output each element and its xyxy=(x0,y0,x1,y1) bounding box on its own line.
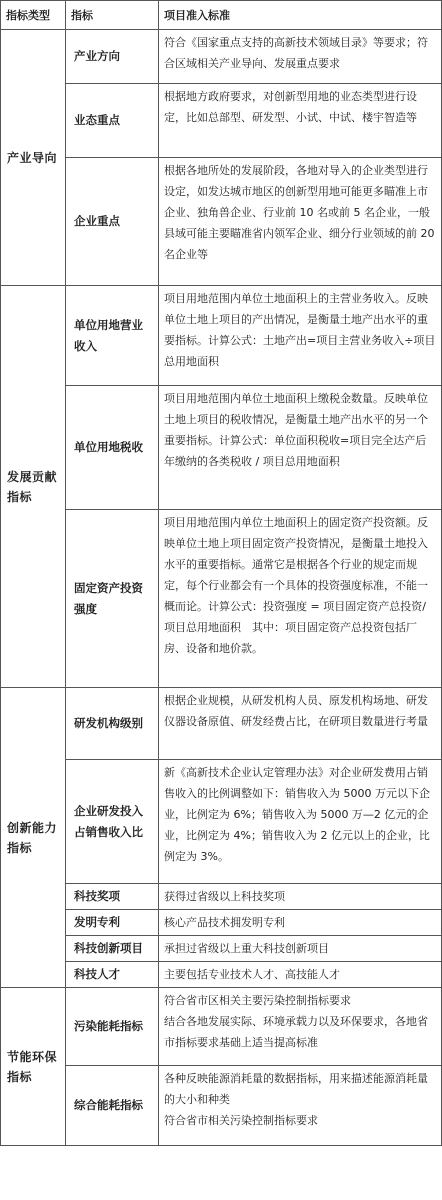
header-admission-standard: 项目准入标准 xyxy=(159,1,442,30)
table-row xyxy=(1,386,442,510)
standard-text: 承担过省级以上重大科技创新项目 xyxy=(164,942,329,955)
standard-cell xyxy=(159,760,442,884)
category-cell: 创新能力指标 xyxy=(1,688,66,988)
standard-text: 主要包括专业技术人才、高技能人才 xyxy=(164,968,340,981)
standard-cell xyxy=(159,30,442,84)
standard-cell xyxy=(159,1066,442,1146)
table-row xyxy=(1,988,442,1066)
table-row xyxy=(1,158,442,286)
standard-text: 新《高新技术企业认定管理办法》对企业研发费用占销售收入的比例调整如下：销售收入为 5000 万元以下企业，比例定为 6%；销售收入为 5000 万—2 亿元的企业，比例定为 4%；销售收入为 2 亿元以上的企业，比例定为 3%。 xyxy=(164,766,430,863)
standard-text: 根据企业规模，从研发机构人员、原发机构场地、研发仪器设备原值、研发经费占比，在研项目数量进行考量 xyxy=(164,694,428,728)
category-cell: 发展贡献指标 xyxy=(1,286,66,688)
header-indicator: 指标 xyxy=(66,1,159,30)
table-row xyxy=(1,936,442,962)
table-row xyxy=(1,510,442,688)
standard-cell xyxy=(159,386,442,510)
indicator-cell: 企业研发投入占销售收入比 xyxy=(66,760,159,884)
standard-cell xyxy=(159,884,442,910)
indicator-cell: 产业方向 xyxy=(66,30,159,84)
indicator-cell: 科技奖项 xyxy=(66,884,159,910)
indicator-cell: 研发机构级别 xyxy=(66,688,159,760)
table-row xyxy=(1,760,442,884)
category-cell: 产业导向 xyxy=(1,30,66,286)
standard-cell xyxy=(159,84,442,158)
table-row xyxy=(1,30,442,84)
table-row xyxy=(1,884,442,910)
indicator-cell: 固定资产投资强度 xyxy=(66,510,159,688)
standard-text: 各种反映能源消耗量的数据指标，用来描述能源消耗量的大小和种类 xyxy=(164,1072,428,1106)
indicator-cell: 科技创新项目 xyxy=(66,936,159,962)
standard-text: 获得过省级以上科技奖项 xyxy=(164,890,285,903)
standard-text: 项目用地范围内单位土地面积上的固定资产投资额。反映单位土地上项目固定资产投资情况，是衡量土地投入水平的重要指标。通常它是根据各个行业的规定而规定，每个行业都会有一个具体的投资强度标准，不能一概而论。计算公式：投资强度 = 项目固定资产总投资/项目总用地面积 其中：项目固定资产总投资包括厂房、设备和地价款。 xyxy=(164,516,428,655)
standard-text: 符合《国家重点支持的高新技术领域目录》等要求；符合区域相关产业导向、发展重点要求 xyxy=(164,36,428,70)
standard-text: 符合省市相关污染控制指标要求 xyxy=(164,1114,318,1127)
standard-cell xyxy=(159,688,442,760)
standard-text: 项目用地范围内单位土地面积上缴税金数量。反映单位土地上项目的税收情况，是衡量土地产出水平的另一个重要指标。计算公式：单位面积税收=项目完全达产后年缴纳的各类税收 / 项目总用地面积 xyxy=(164,392,428,468)
table-row xyxy=(1,84,442,158)
standard-cell xyxy=(159,286,442,386)
standard-text: 符合省市区相关主要污染控制指标要求 xyxy=(164,994,351,1007)
table-header-row xyxy=(1,1,442,30)
indicator-cell: 发明专利 xyxy=(66,910,159,936)
standard-text: 结合各地发展实际、环境承载力以及环保要求，各地省市指标要求基础上适当提高标准 xyxy=(164,1015,428,1049)
header-indicator-type: 指标类型 xyxy=(1,1,66,30)
indicator-cell: 企业重点 xyxy=(66,158,159,286)
standard-cell xyxy=(159,936,442,962)
indicator-cell: 综合能耗指标 xyxy=(66,1066,159,1146)
standard-text: 根据地方政府要求，对创新型用地的业态类型进行设定，比如总部型、研发型、小试、中试、楼宇智造等 xyxy=(164,90,417,124)
table-row xyxy=(1,688,442,760)
indicator-cell: 单位用地税收 xyxy=(66,386,159,510)
standard-cell xyxy=(159,962,442,988)
table-row xyxy=(1,286,442,386)
table-row xyxy=(1,910,442,936)
standard-cell xyxy=(159,988,442,1066)
standard-cell xyxy=(159,158,442,286)
indicator-cell: 单位用地营业收入 xyxy=(66,286,159,386)
table-row xyxy=(1,1066,442,1146)
indicator-cell: 科技人才 xyxy=(66,962,159,988)
category-cell: 节能环保指标 xyxy=(1,988,66,1146)
indicator-cell: 业态重点 xyxy=(66,84,159,158)
standard-cell xyxy=(159,910,442,936)
indicator-cell: 污染能耗指标 xyxy=(66,988,159,1066)
standard-cell xyxy=(159,510,442,688)
standard-text: 核心产品技术拥发明专利 xyxy=(164,916,285,929)
table-row xyxy=(1,962,442,988)
standard-text: 项目用地范围内单位土地面积上的主营业务收入。反映单位土地上项目的产出情况，是衡量土地产出水平的重要指标。计算公式：土地产出=项目主营业务收入÷项目总用地面积 xyxy=(164,292,436,368)
standard-text: 根据各地所处的发展阶段，各地对导入的企业类型进行设定，如发达城市地区的创新型用地可能更多瞄准上市企业、独角兽企业、行业前 10 名或前 5 名企业，一般县域可能主要瞄准省内领军企业、细分行业领域的前 20 名企业等 xyxy=(164,164,435,261)
